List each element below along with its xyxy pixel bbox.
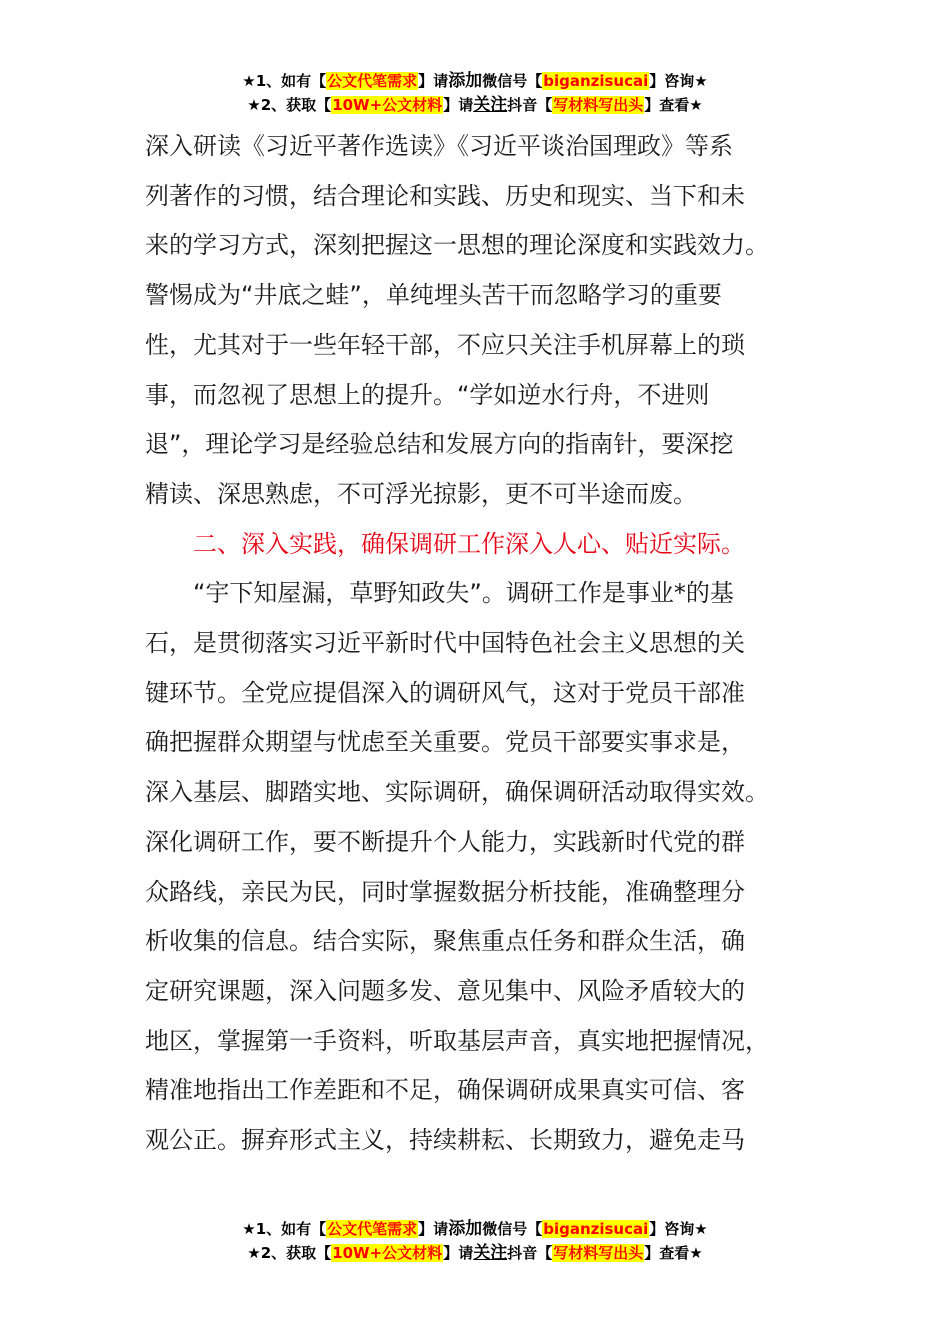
body-line: 事，而忽视了思想上的提升。“学如逆水行舟，不进则: [145, 380, 710, 409]
section-line: 析收集的信息。结合实际，聚焦重点任务和群众生活，确: [145, 927, 745, 956]
banner-text: ★1、如有【: [242, 72, 327, 90]
body-line: 列著作的习惯，结合理论和实践、历史和现实、当下和未: [145, 181, 745, 210]
banner-text: 】咨询★: [649, 72, 708, 90]
banner-highlight-service: 公文代笔需求: [327, 1220, 418, 1238]
footer-banner-line-1: [0, 1217, 950, 1241]
banner-text: 】请: [418, 1220, 449, 1238]
banner-highlight-douyin: 写材料写出头: [553, 96, 644, 114]
banner-text: 】请: [443, 96, 474, 114]
header-banner-line-2: [0, 93, 950, 117]
section-line: 键环节。全党应提倡深入的调研风气，这对于党员干部准: [145, 678, 745, 707]
banner-highlight-douyin: 写材料写出头: [553, 1244, 644, 1262]
banner-text: 】请: [418, 72, 449, 90]
document-body: [145, 122, 805, 1166]
section-line: 观公正。摒弃形式主义，持续耕耘、长期致力，避免走马: [145, 1126, 745, 1155]
banner-text: 】查看★: [644, 96, 703, 114]
header-banner: [0, 69, 950, 117]
banner-text: 】请: [443, 1244, 474, 1262]
section-line: “宇下知屋漏，草野知政失”。调研工作是事业*的基: [193, 579, 734, 608]
banner-text: ★2、获取【: [247, 96, 332, 114]
banner-text: ★1、如有【: [242, 1220, 327, 1238]
body-line: 深入研读《习近平著作选读》《习近平谈治国理政》等系: [145, 132, 733, 160]
banner-emphasis-add: 添加: [448, 1219, 483, 1239]
section-heading: 二、深入实践，确保调研工作深入人心、贴近实际。: [193, 529, 745, 558]
banner-highlight-materials: 10W+公文材料: [332, 1244, 443, 1262]
section-line: 精准地指出工作差距和不足，确保调研成果真实可信、客: [145, 1076, 745, 1105]
footer-banner-line-2: [0, 1241, 950, 1265]
banner-text: 】查看★: [644, 1244, 703, 1262]
body-line: 来的学习方式，深刻把握这一思想的理论深度和实践效力。: [145, 231, 769, 260]
body-line: 精读、深思熟虑，不可浮光掠影，更不可半途而废。: [145, 479, 697, 508]
banner-emphasis-add: 添加: [448, 71, 483, 91]
banner-highlight-materials: 10W+公文材料: [332, 96, 443, 114]
banner-text: 微信号【: [482, 72, 543, 90]
body-line: 性，尤其对于一些年轻干部，不应只关注手机屏幕上的琐: [145, 330, 745, 359]
body-line: 警惕成为“井底之蛙”，单纯埋头苦干而忽略学习的重要: [145, 281, 722, 310]
banner-text: 微信号【: [482, 1220, 543, 1238]
banner-highlight-wechat-id: biganzisucai: [543, 72, 649, 90]
header-banner-line-1: [0, 69, 950, 93]
section-line: 定研究课题，深入问题多发、意见集中、风险矛盾较大的: [145, 976, 745, 1005]
banner-text: 抖音【: [507, 1244, 553, 1262]
banner-highlight-service: 公文代笔需求: [327, 72, 418, 90]
banner-emphasis-follow: 关注: [473, 1243, 508, 1263]
banner-highlight-wechat-id: biganzisucai: [543, 1220, 649, 1238]
banner-text: 抖音【: [507, 96, 553, 114]
section-line: 石，是贯彻落实习近平新时代中国特色社会主义思想的关: [145, 629, 745, 658]
section-line: 众路线，亲民为民，同时掌握数据分析技能，准确整理分: [145, 877, 745, 906]
banner-text: 】咨询★: [649, 1220, 708, 1238]
section-line: 地区，掌握第一手资料，听取基层声音，真实地把握情况，: [145, 1026, 769, 1055]
footer-banner: [0, 1217, 950, 1265]
section-line: 确把握群众期望与忧虑至关重要。党员干部要实事求是，: [145, 728, 745, 757]
body-line: 退”，理论学习是经验总结和发展方向的指南针，要深挖: [145, 430, 734, 459]
section-line: 深入基层、脚踏实地、实际调研，确保调研活动取得实效。: [145, 778, 769, 807]
section-line: 深化调研工作，要不断提升个人能力，实践新时代党的群: [145, 827, 745, 856]
banner-emphasis-follow: 关注: [473, 95, 508, 115]
banner-text: ★2、获取【: [247, 1244, 332, 1262]
